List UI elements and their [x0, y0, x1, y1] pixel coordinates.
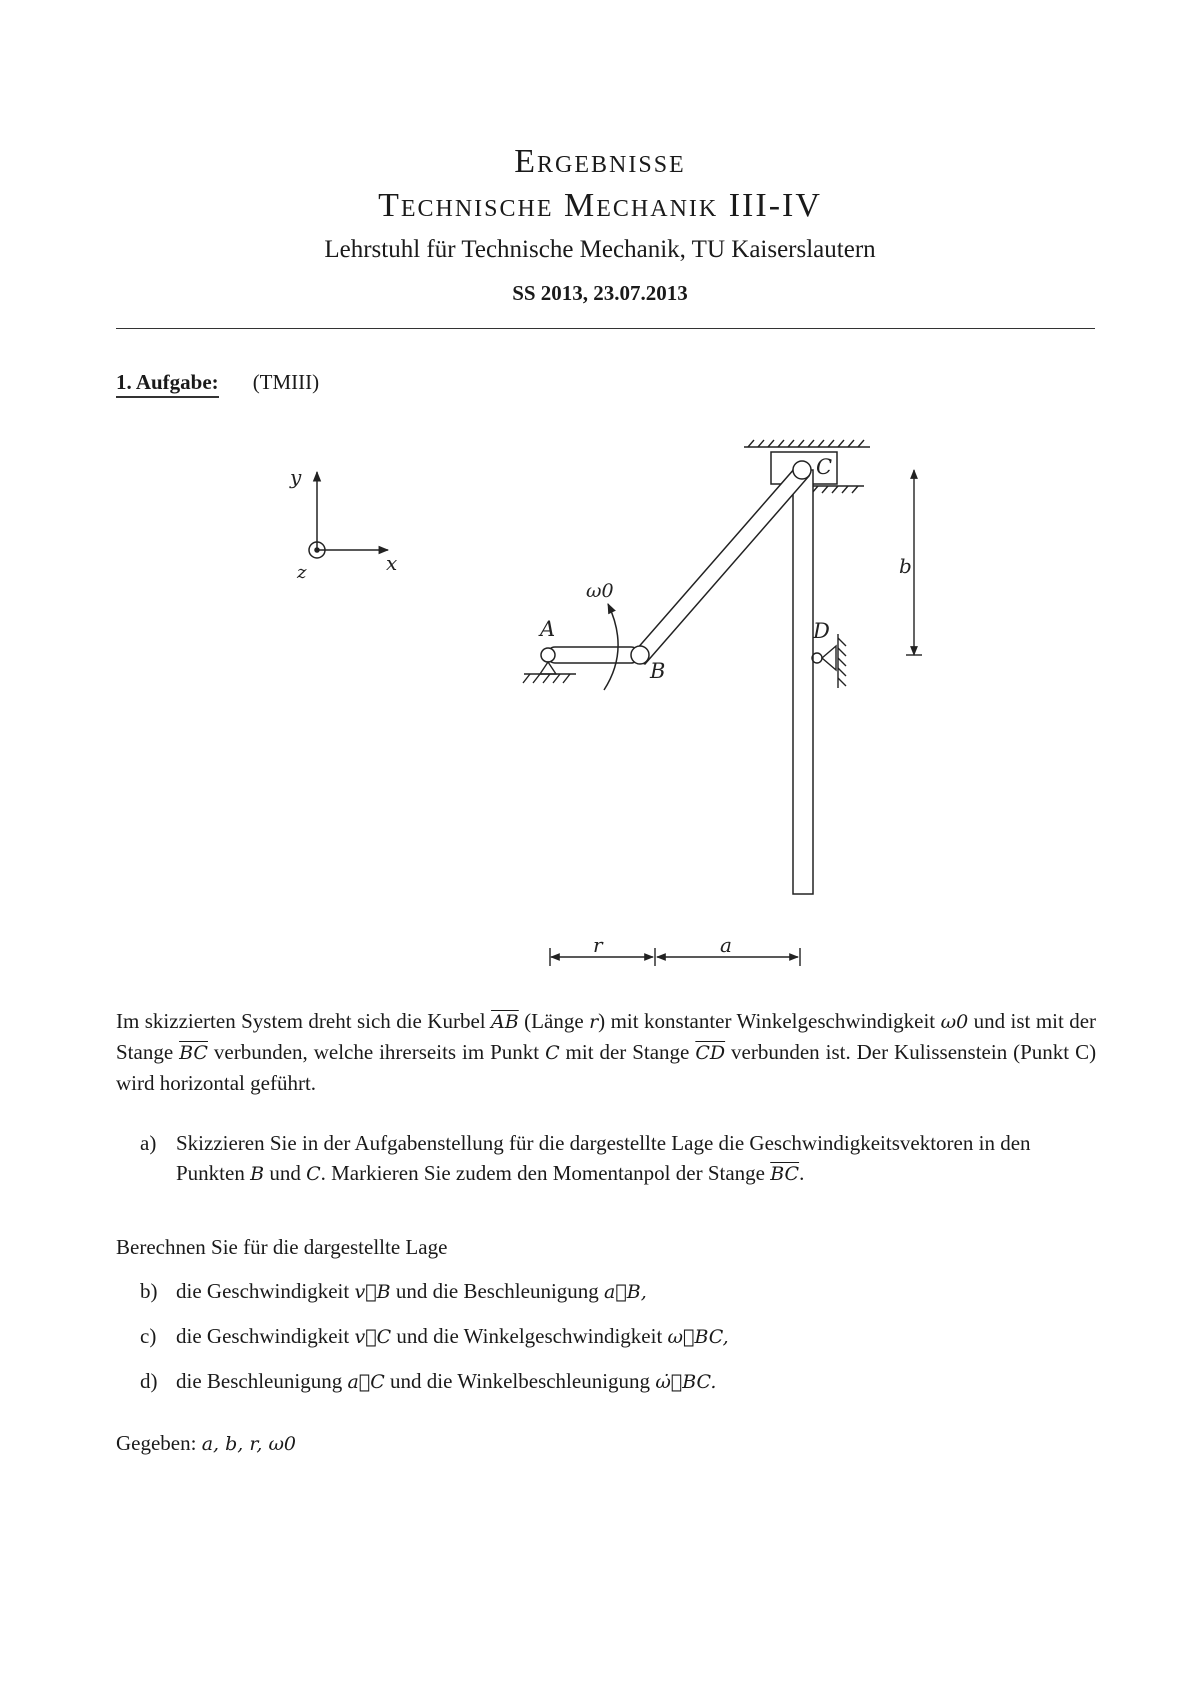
text-segment: verbunden, welche ihrerseits im Punkt: [213, 1040, 540, 1064]
text-segment: Im skizzierten System dreht sich die Kurbel: [116, 1009, 486, 1033]
task-label: 1. Aufgabe:: [116, 370, 219, 398]
z-axis-label: z: [297, 562, 307, 583]
math-aC: a⃗C: [347, 1371, 385, 1393]
math-C: C: [306, 1163, 321, 1185]
subtask-c-label: c): [140, 1324, 157, 1348]
document-title: Ergebnisse: [514, 143, 686, 180]
joint-C: [793, 461, 811, 479]
support-A: [523, 662, 576, 683]
omega-label: ω0: [586, 580, 614, 602]
given-list: a, b, r, ω0: [201, 1433, 297, 1455]
text-segment: und die Winkelbeschleunigung: [390, 1369, 651, 1393]
mechanism-figure: [0, 420, 1200, 980]
dimension-a-label: a: [720, 933, 732, 957]
coordinate-system: [309, 472, 388, 558]
text-segment: Skizzieren Sie in der Aufgabenstellung für die dargestellte Lage die Geschwindigkeitsvektoren in den Punkten: [176, 1131, 1031, 1185]
math-vC: v⃗C: [354, 1326, 392, 1348]
task-heading: [116, 370, 319, 395]
crank-AB: [547, 647, 639, 663]
subtask-b: [116, 1276, 1096, 1307]
point-C-label: C: [816, 455, 833, 479]
subtask-list: [116, 1232, 1096, 1397]
text-segment: die Geschwindigkeit: [176, 1279, 350, 1303]
subtask-a: a) Skizzieren Sie in der Aufgabenstellung für die dargestellte Lage die Geschwindigkeitsvektoren in den Punkten B und C. Markieren Sie zudem den Momentanpol der Stange $\overline{BC}$.: [116, 1128, 1096, 1189]
text-segment: . Markieren Sie zudem den Momentanpol der Stange: [320, 1161, 765, 1185]
text-segment: ) mit konstanter Winkelgeschwindigkeit: [598, 1009, 936, 1033]
given-values: [116, 1428, 1096, 1459]
dimension-r-a: [550, 948, 800, 966]
joint-B: [631, 646, 649, 664]
text-segment: die Geschwindigkeit: [176, 1324, 350, 1348]
text-segment: mit der Stange: [565, 1040, 690, 1064]
exam-date: SS 2013, 23.07.2013: [512, 281, 688, 305]
math-vB: v⃗B: [354, 1281, 391, 1303]
point-B-label: B: [650, 659, 666, 683]
subtask-d-label: d): [140, 1369, 158, 1393]
text-segment: die Beschleunigung: [176, 1369, 343, 1393]
subtask-d: [116, 1366, 1096, 1397]
compute-instruction: Berechnen Sie für die dargestellte Lage: [116, 1235, 448, 1259]
math-AB: $\overline{AB}$: [491, 1011, 519, 1033]
task-tag: (TMIII): [252, 370, 320, 394]
point-D-label: D: [813, 619, 830, 643]
point-A-label: A: [540, 617, 556, 641]
subtask-a-label: a): [140, 1131, 157, 1155]
text-segment: verbunden ist. Der Kulissenstein (Punkt C) wird horizontal geführt.: [116, 1040, 1097, 1095]
text-segment: und die Winkelgeschwindigkeit: [396, 1324, 663, 1348]
title-block: [0, 140, 1200, 310]
rod-BC: [629, 468, 809, 664]
problem-description: [116, 1006, 1096, 1098]
given-label: Gegeben:: [116, 1431, 197, 1455]
math-r: r: [589, 1011, 599, 1033]
dimension-b-label: b: [899, 554, 912, 578]
math-CD: $\overline{CD}$: [695, 1042, 726, 1064]
math-C: C: [545, 1042, 560, 1064]
math-omegadotBC: ω̇⃗BC.: [655, 1371, 717, 1393]
math-omegaBC: ω⃗BC,: [667, 1326, 729, 1348]
text-segment: und ist mit der Stange: [116, 1009, 1097, 1064]
x-axis-label: x: [386, 551, 398, 575]
dimension-r-label: r: [593, 933, 603, 957]
subtask-c: [116, 1321, 1096, 1352]
text-segment: (Länge: [524, 1009, 584, 1033]
text-segment: und: [269, 1161, 301, 1185]
joint-A: [541, 648, 555, 662]
subtask-b-label: b): [140, 1279, 158, 1303]
y-axis-label: y: [290, 465, 302, 489]
header-divider: [116, 328, 1095, 329]
text-segment: und die Beschleunigung: [395, 1279, 599, 1303]
math-BC: $\overline{BC}$: [179, 1042, 208, 1064]
rod-CD: [793, 470, 813, 894]
math-aB: a⃗B,: [604, 1281, 647, 1303]
math-B: B: [250, 1163, 265, 1185]
institution: Lehrstuhl für Technische Mechanik, TU Kaiserslautern: [324, 236, 876, 263]
course-title: Technische Mechanik III-IV: [378, 187, 822, 224]
math-BC: $\overline{BC}$: [770, 1163, 800, 1185]
math-omega0: ω0: [940, 1011, 969, 1033]
